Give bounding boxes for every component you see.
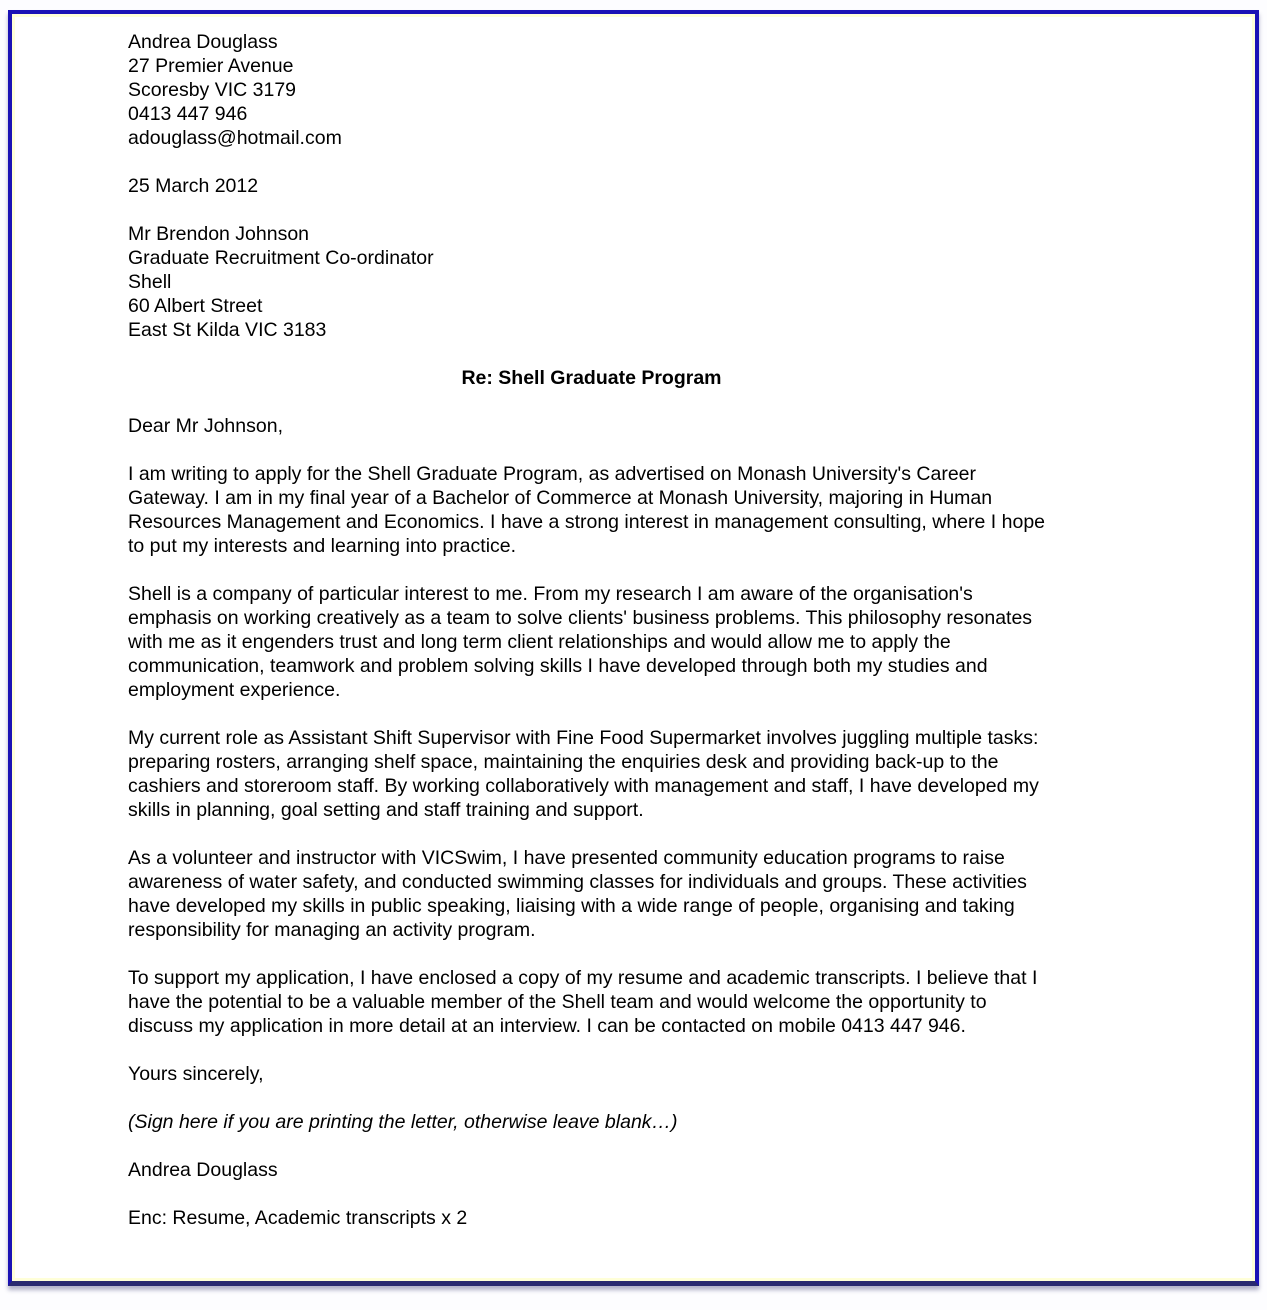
sender-address-block xyxy=(128,30,1055,150)
enclosure-line: Enc: Resume, Academic transcripts x 2 xyxy=(128,1207,468,1229)
signature-name: Andrea Douglass xyxy=(128,1159,278,1181)
body-paragraph-4: As a volunteer and instructor with VICSwim, I have presented community education programs to raise awareness of water safety, and conducted swimming classes for individuals and groups. These activities have developed my skills in public speaking, liaising with a wide range of people, organising and taking responsibility for managing an activity program. xyxy=(128,847,1027,941)
cover-letter-document xyxy=(8,10,1259,1286)
sender-phone: 0413 447 946 xyxy=(128,103,248,125)
body-paragraph-3: My current role as Assistant Shift Supervisor with Fine Food Supermarket involves juggling multiple tasks: preparing rosters, arranging shelf space, maintaining the enquiries desk and providing back-up to the cashiers and storeroom staff. By working collaboratively with management and staff, I have developed my skills in planning, goal setting and staff training and support. xyxy=(128,727,1039,821)
recipient-name: Mr Brendon Johnson xyxy=(128,223,310,245)
closing: Yours sincerely, xyxy=(128,1063,264,1085)
body-paragraph-1: I am writing to apply for the Shell Graduate Program, as advertised on Monash University's Career Gateway. I am in my final year of a Bachelor of Commerce at Monash University, majoring in Human Resources Management and Economics. I have a strong interest in management consulting, where I hope to put my interests and learning into practice. xyxy=(128,463,1046,557)
body-paragraph-5: To support my application, I have enclosed a copy of my resume and academic transcripts. I believe that I have the potential to be a valuable member of the Shell team and would welcome the opportunity to discuss my application in more detail at an interview. I can be contacted on mobile 0413 447 946. xyxy=(128,967,1038,1037)
recipient-address-block xyxy=(128,222,1055,342)
recipient-company: Shell xyxy=(128,271,172,293)
sender-name: Andrea Douglass xyxy=(128,31,278,53)
sender-street: 27 Premier Avenue xyxy=(128,55,294,77)
body-paragraph-2: Shell is a company of particular interest to me. From my research I am aware of the organisation's emphasis on working creatively as a team to solve clients' business problems. This philosophy resonates with me as it engenders trust and long term client relationships and would allow me to apply the communication, teamwork and problem solving skills I have developed through both my studies and employment experience. xyxy=(128,583,1033,701)
recipient-street: 60 Albert Street xyxy=(128,295,263,317)
sender-email: adouglass@hotmail.com xyxy=(128,127,342,149)
signature-placeholder-note: (Sign here if you are printing the letter, otherwise leave blank…) xyxy=(128,1111,678,1133)
salutation: Dear Mr Johnson, xyxy=(128,415,283,437)
recipient-title: Graduate Recruitment Co-ordinator xyxy=(128,247,434,269)
subject-line: Re: Shell Graduate Program xyxy=(461,367,722,389)
letter-date: 25 March 2012 xyxy=(128,175,259,197)
sender-city: Scoresby VIC 3179 xyxy=(128,79,297,101)
recipient-city: East St Kilda VIC 3183 xyxy=(128,319,327,341)
